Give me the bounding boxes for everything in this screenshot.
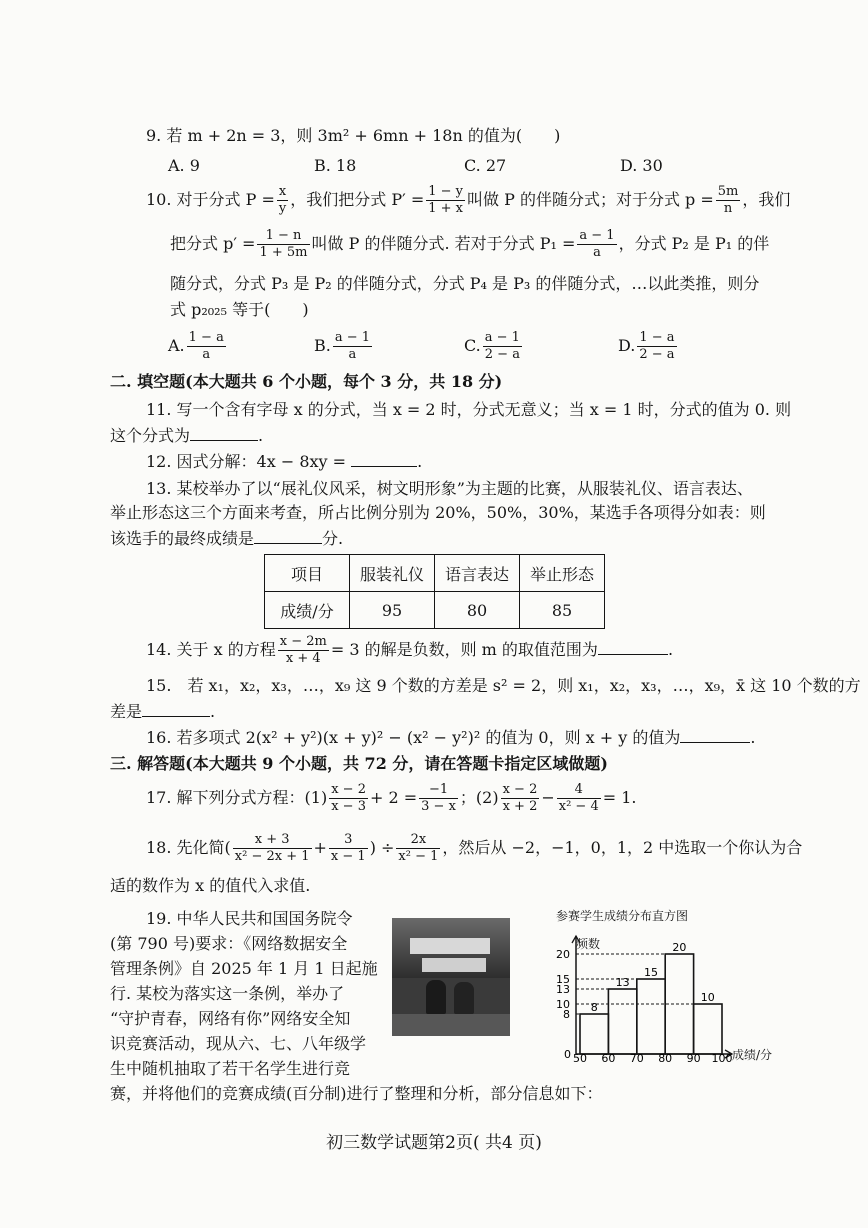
x-tick-label: 70 xyxy=(629,1051,644,1065)
x-tick-label: 60 xyxy=(601,1051,616,1065)
table-header-cell: 语言表达 xyxy=(435,555,520,592)
x-tick-label: 50 xyxy=(573,1051,587,1065)
q19-line5: “守护青春，网络有你”网络安全知 xyxy=(110,1009,351,1028)
histogram-bar xyxy=(608,989,636,1054)
q10-line3: 随分式，分式 P₃ 是 P₂ 的伴随分式，分式 P₄ 是 P₃ 的伴随分式，…以此类推，则分 xyxy=(170,274,760,293)
q13-line3: 该选手的最终成绩是 分. xyxy=(110,529,344,548)
q19-line7: 生中随机抽取了若干名学生进行竞 xyxy=(110,1059,351,1078)
origin-label: 0 xyxy=(564,1048,571,1061)
y-tick-label: 20 xyxy=(556,948,570,961)
q18-line1: 18. 先化简( $\frac{x + 3}{\text{x² − 2x + 1}}$ + $\frac{3}{x - 1}$ ) ÷ $\frac{2x}{\text{x² − 1}}$ ，然后从 −2，−1，0，1，2 中选取一个你认为合 xyxy=(146,832,803,864)
y-axis-label: 频数 xyxy=(576,937,601,951)
fraction: $\frac{5m}{n}$ xyxy=(717,184,739,216)
fraction: $\frac{1 - y}{1 + x}$ xyxy=(428,184,464,216)
q13-line1: 13. 某校举办了以“展礼仪风采，树文明形象”为主题的比赛，从服装礼仪、语言表达、 xyxy=(146,479,753,498)
q9-option-a: A. 9 xyxy=(168,156,200,175)
competition-photo xyxy=(392,918,510,1036)
table-cell: 80 xyxy=(435,592,520,629)
q19-line2: (第 790 号)要求：《网络数据安全 xyxy=(110,934,348,953)
q10-line2: 把分式 p′ = $\frac{1 - n}{1 + 5m}$ 叫做 P 的伴随分式. 若对于分式 P₁ = $\frac{a - 1}{a}$ ，分式 P₂ 是 P₁ 的伴 xyxy=(170,228,770,260)
histogram-bar xyxy=(694,1004,722,1054)
page-footer: 初三数学试题第2页( 共4 页) xyxy=(326,1133,542,1153)
section-3-heading: 三. 解答题(本大题共 9 个小题，共 72 分，请在答题卡指定区域做题) xyxy=(110,754,608,773)
histogram-bar xyxy=(665,954,693,1054)
q9-stem: 9. 若 m + 2n = 3，则 3m² + 6mn + 18n 的值为( ) xyxy=(146,126,561,145)
x-axis-label: 成绩/分 xyxy=(732,1048,773,1062)
q11-line1: 11. 写一个含有字母 x 的分式，当 x = 2 时，分式无意义；当 x = 1 时，分式的值为 0. 则 xyxy=(146,400,792,419)
q19-line8: 赛，并将他们的竞赛成绩(百分制)进行了整理和分析，部分信息如下： xyxy=(110,1084,603,1103)
q10-option-d: D. $\frac{1 - a}{2 - a}$ xyxy=(618,330,675,362)
q16: 16. 若多项式 2(x² + y²)(x + y)² − (x² − y²)² 的值为 0，则 x + y 的值为 . xyxy=(146,728,756,747)
q19-line6: 识竞赛活动，现从六、七、八年级学 xyxy=(110,1034,367,1053)
y-tick-label: 15 xyxy=(556,973,570,986)
q13-line2: 举止形态这三个方面来考查，所占比例分别为 20%，50%，30%，某选手各项得分如表：则 xyxy=(110,503,766,522)
x-tick-label: 80 xyxy=(658,1051,673,1065)
q18-line2: 适的数作为 x 的值代入求值. xyxy=(110,876,311,895)
y-tick-label: 8 xyxy=(563,1008,570,1021)
q9-option-c: C. 27 xyxy=(464,156,507,175)
table-cell: 85 xyxy=(520,592,605,629)
q11-line2: 这个分式为 . xyxy=(110,426,264,445)
q19-line4: 行. 某校为落实这一条例，举办了 xyxy=(110,984,345,1003)
q15-line1: 15. 若 x₁，x₂，x₃，…，x₉ 这 9 个数的方差是 s² = 2，则 x₁，x₂，x₃，…，x₉，x̄ 这 10 个数的方 xyxy=(146,676,861,695)
bar-value-label: 20 xyxy=(672,941,687,954)
table-header-cell: 举止形态 xyxy=(520,555,605,592)
x-tick-label: 90 xyxy=(686,1051,701,1065)
x-tick-label: 100 xyxy=(711,1051,733,1065)
chart-title: 参赛学生成绩分布直方图 xyxy=(556,909,689,923)
bar-value-label: 13 xyxy=(615,976,630,989)
q12: 12. 因式分解：4x − 8xy = . xyxy=(146,452,423,471)
q10-option-a: A. $\frac{1 - a}{a}$ xyxy=(168,330,224,362)
fraction: $\frac{1 - n}{1 + 5m}$ xyxy=(259,228,308,260)
q15-line2: 差是 . xyxy=(110,702,216,721)
q9-option-b: B. 18 xyxy=(314,156,357,175)
q13-score-table xyxy=(264,554,605,629)
score-histogram xyxy=(546,906,782,1066)
q14: 14. 关于 x 的方程 $\frac{x - 2m}{x + 4}$ = 3 的解是负数，则 m 的取值范围为 . xyxy=(146,634,674,666)
section-2-heading: 二. 填空题(本大题共 6 个小题，每个 3 分，共 18 分) xyxy=(110,372,503,391)
q10-line4: 式 p₂₀₂₅ 等于( ) xyxy=(170,300,309,319)
fraction: $\frac{x}{y}$ xyxy=(278,184,287,216)
y-tick-label: 10 xyxy=(556,998,570,1011)
q10-option-c: C. $\frac{a - 1}{2 - a}$ xyxy=(464,330,520,362)
q9-option-d: D. 30 xyxy=(620,156,663,175)
histogram-bar xyxy=(580,1014,608,1054)
table-header-cell: 项目 xyxy=(265,555,350,592)
bar-value-label: 8 xyxy=(590,1001,598,1014)
q10-option-b: B. $\frac{a - 1}{a}$ xyxy=(314,330,371,362)
table-row xyxy=(265,555,605,592)
table-cell: 95 xyxy=(350,592,435,629)
table-row xyxy=(265,592,605,629)
table-header-cell: 服装礼仪 xyxy=(350,555,435,592)
histogram-bar xyxy=(637,979,665,1054)
bar-value-label: 15 xyxy=(644,966,658,979)
table-cell: 成绩/分 xyxy=(265,592,350,629)
y-tick-label: 13 xyxy=(556,983,570,996)
q19-line3: 管理条例》自 2025 年 1 月 1 日起施 xyxy=(110,959,378,978)
bar-value-label: 10 xyxy=(700,991,715,1004)
fraction: $\frac{a - 1}{a}$ xyxy=(579,228,615,260)
q19-line1: 19. 中华人民共和国国务院令 xyxy=(146,909,353,928)
q10-line1: 10. 对于分式 P = $\frac{x}{y}$ ，我们把分式 P′ = $\frac{1 - y}{1 + x}$ 叫做 P 的伴随分式；对于分式 p = $\frac{5m}{n}$ ，我们 xyxy=(146,184,791,216)
q17: 17. 解下列分式方程：(1) $\frac{x - 2}{x - 3}$ + 2 = $\frac{-1}{3 - x}$ ；(2) $\frac{x - 2}{x + 2}$ − $\frac{4}{\text{x² − 4}}$ = 1. xyxy=(146,782,637,814)
